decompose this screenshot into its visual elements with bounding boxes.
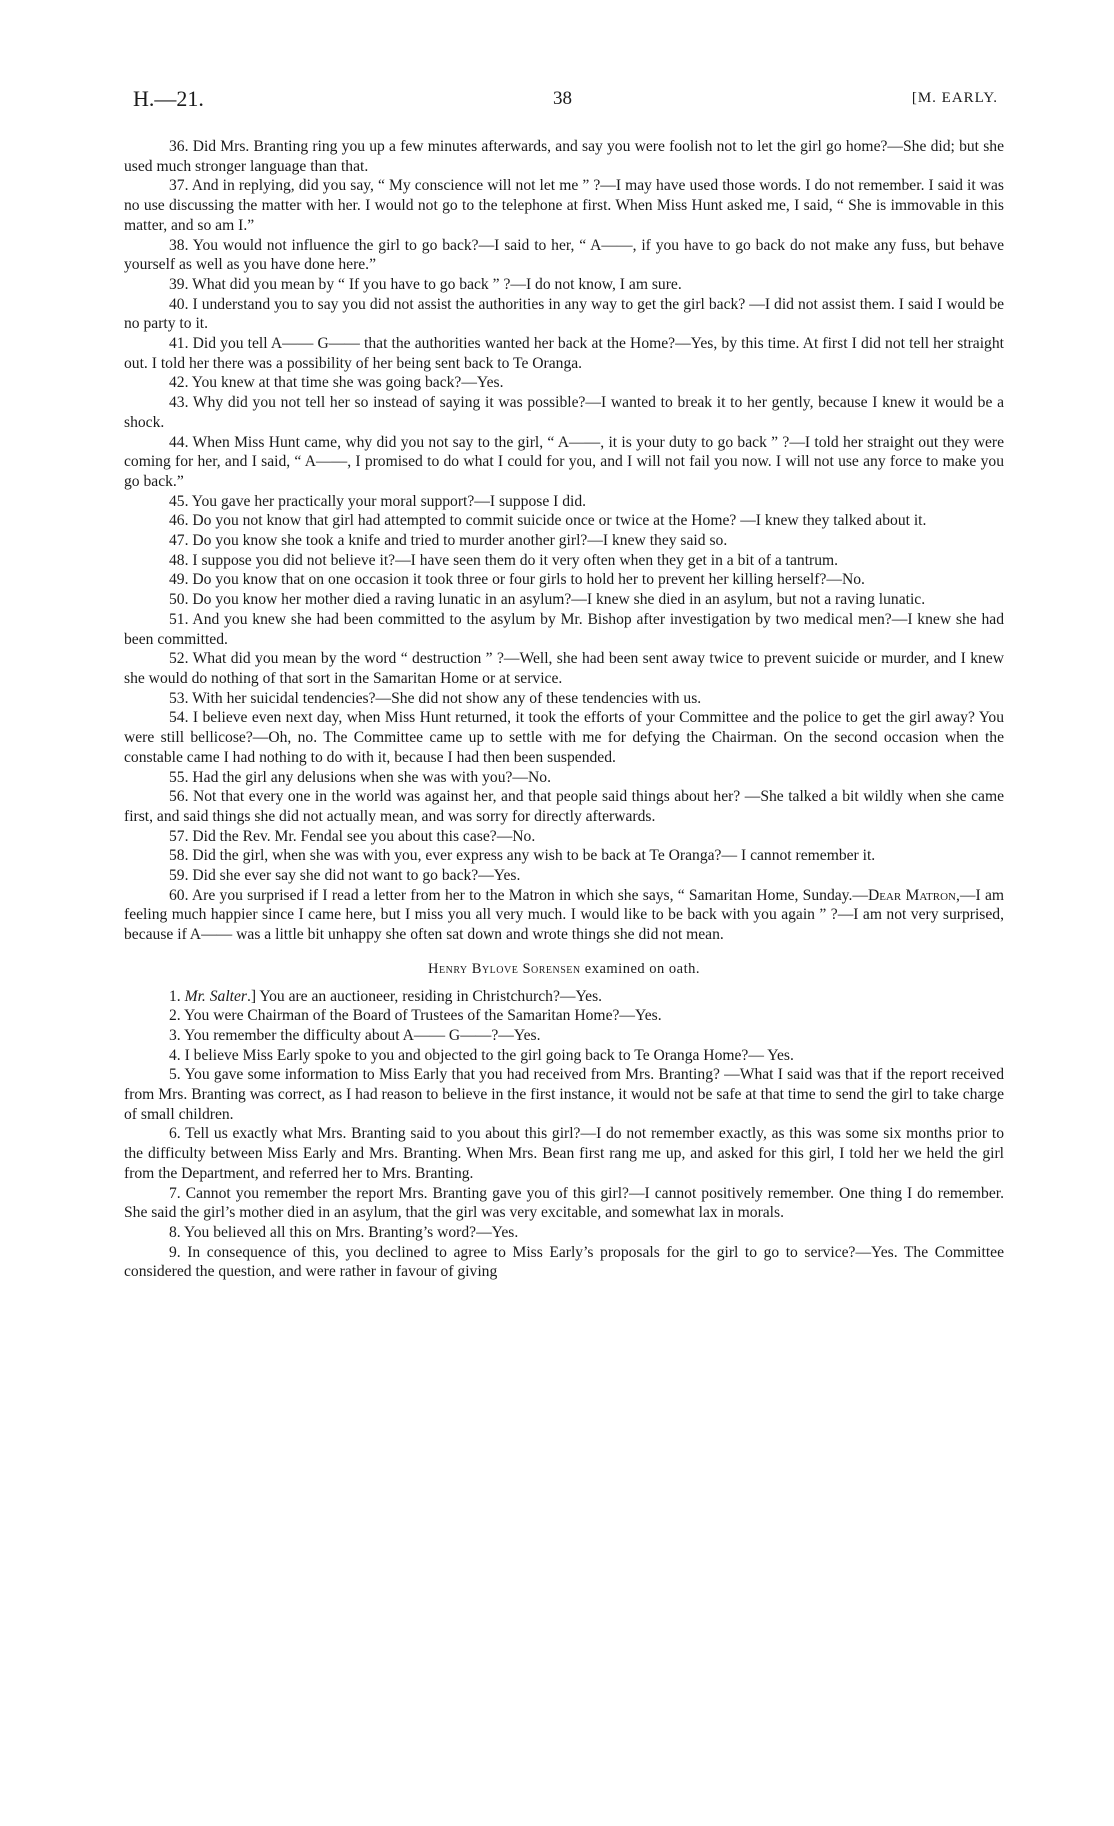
examiner-name: Mr. Salter [184,987,247,1005]
testimony-sorensen [124,987,1004,1283]
question-answer: 43. Why did you not tell her so instead of saying it was possible?—I wanted to break it to her gently, because I knew it would be a shock. [124,394,1004,431]
question-answer: 8. You believed all this on Mrs. Branting’s word?—Yes. [169,1223,519,1241]
question-answer: 56. Not that every one in the world was against her, and that people said things about her? —She talked a bit wildly when she came first, and said things she did not actually mean, and was sorry for directly afterwards. [124,788,1004,825]
question-answer: 51. And you knew she had been committed to the asylum by Mr. Bishop after investigation by two medical men?—I knew she had been committed. [124,610,1004,648]
question-answer: 48. I suppose you did not believe it?—I have seen them do it very often when they get in a bit of a tantrum. [169,551,839,569]
question-number: 1. [169,987,185,1005]
qa60-text-after: ,—I am feeling much happier since I came here, but I miss you all very much. I would like to be back with you again ” ?—I am not very surprised, because if A—— was a little bit unhappy she often sat down and wrote things she did not mean. [124,886,1004,944]
question-answer: 50. Do you know her mother died a raving lunatic in an asylum?—I knew she died in an asylum, but not a raving lunatic. [169,591,926,609]
page-header [133,86,998,120]
question-answer: 53. With her suicidal tendencies?—She did not show any of these tendencies with us. [169,689,702,707]
question-answer: 7. Cannot you remember the report Mrs. Branting gave you of this girl?—I cannot positively remember. One thing I do remember. She said the girl’s mother died in an asylum, that the girl was very excitable, and somewhat lax in morals. [124,1184,1004,1222]
question-answer: 46. Do you not know that girl had attempted to commit suicide once or twice at the Home? —I knew they talked about it. [169,512,927,530]
question-answer: 49. Do you know that on one occasion it took three or four girls to hold her to prevent her killing herself?—No. [169,571,865,589]
question-answer: 2. You were Chairman of the Board of Trustees of the Samaritan Home?—Yes. [169,1007,662,1025]
question-answer: 4. I believe Miss Early spoke to you and objected to the girl going back to Te Oranga Home?— Yes. [169,1046,794,1064]
witness-heading-suffix: examined on oath. [580,960,700,977]
question-answer-60 [124,886,1004,945]
letter-salutation: Dear Matron [867,886,956,904]
question-text: .] You are an auctioneer, residing in Christchurch?—Yes. [246,987,603,1005]
question-answer: 37. And in replying, did you say, “ My conscience will not let me ” ?—I may have used those words. I do not remember. I said it was no use discussing the matter with her. I would not go to the telephone at first. When Miss Hunt asked me, I said, “ She is immovable in this matter, and so am I.” [124,177,1004,234]
question-answer: 38. You would not influence the girl to go back?—I said to her, “ A——, if you have to go back do not make any fuss, but behave yourself as well as you have done here.” [124,236,1004,274]
witness-name: Henry Bylove Sorensen [428,960,581,977]
witness-reference: [M. EARLY. [911,90,998,106]
question-answer: 6. Tell us exactly what Mrs. Branting said to you about this girl?—I do not remember exactly, as this was some six months prior to the difficulty between Miss Early and Mrs. Branting. When Mrs. Bean first rang me up, and asked for this girl, I told her we held the girl from the Department, and referred her to Mrs. Branting. [124,1125,1004,1182]
question-answer: 57. Did the Rev. Mr. Fendal see you about this case?—No. [169,827,536,845]
qa60-text-before: 60. Are you surprised if I read a letter from her to the Matron in which she says, “ Samaritan Home, Sunday.— [169,886,868,904]
page-number: 38 [553,88,572,109]
paper-reference: H.—21. [133,86,204,111]
question-answer: 39. What did you mean by “ If you have to go back ” ?—I do not know, I am sure. [169,275,682,293]
question-answer: 47. Do you know she took a knife and tried to murder another girl?—I knew they said so. [169,532,728,550]
question-answer: 36. Did Mrs. Branting ring you up a few minutes afterwards, and say you were foolish not to let the girl go home?—She did; but she used much stronger language than that. [124,138,1004,175]
question-answer: 52. What did you mean by the word “ destruction ” ?—Well, she had been sent away twice to prevent suicide or murder, and I knew she would do nothing of that sort in the Samaritan Home or at service. [124,650,1004,687]
question-answer: 44. When Miss Hunt came, why did you not say to the girl, “ A——, it is your duty to go back ” ?—I told her straight out they were coming for her, and I said, “ A——, I promised to do what I could for you, and I will not fail you now. I will not use any force to make you go back.” [124,433,1004,490]
question-answer: 3. You remember the difficulty about A—— G——?—Yes. [169,1026,541,1044]
question-answer: 55. Had the girl any delusions when she was with you?—No. [169,768,551,786]
question-answer [124,987,1004,1007]
question-answer: 54. I believe even next day, when Miss Hunt returned, it took the efforts of your Committee and the police to get the girl away? You were still bellicose?—Oh, no. The Committee came up to settle with me for defying the Chairman. On the second occasion when the constable came I had nothing to do with it, because I had then been suspended. [124,709,1004,766]
witness-heading [124,960,1004,980]
question-answer: 45. You gave her practically your moral support?—I suppose I did. [169,492,587,510]
question-answer: 40. I understand you to say you did not assist the authorities in any way to get the girl back? —I did not assist them. I said I would be no party to it. [124,295,1004,333]
question-answer: 9. In consequence of this, you declined to agree to Miss Early’s proposals for the girl to go to service?—Yes. The Committee considered the question, and were rather in favour of giving [124,1243,1004,1281]
question-answer: 41. Did you tell A—— G—— that the authorities wanted her back at the Home?—Yes, by this time. At first I did not tell her straight out. I told her there was a possibility of her being sent back to Te Oranga. [124,335,1004,372]
question-answer: 59. Did she ever say she did not want to go back?—Yes. [169,867,521,885]
testimony-early [124,137,1004,945]
question-answer: 42. You knew at that time she was going back?—Yes. [169,374,504,392]
question-answer: 58. Did the girl, when she was with you, ever express any wish to be back at Te Oranga?— I cannot remember it. [169,847,876,865]
page-body [124,137,1004,1282]
question-answer: 5. You gave some information to Miss Early that you had received from Mrs. Branting? —What I said was that if the report received from Mrs. Branting was correct, as I had reason to believe in the first instance, it would not be safe at that time to send the girl to take charge of small children. [124,1066,1004,1123]
